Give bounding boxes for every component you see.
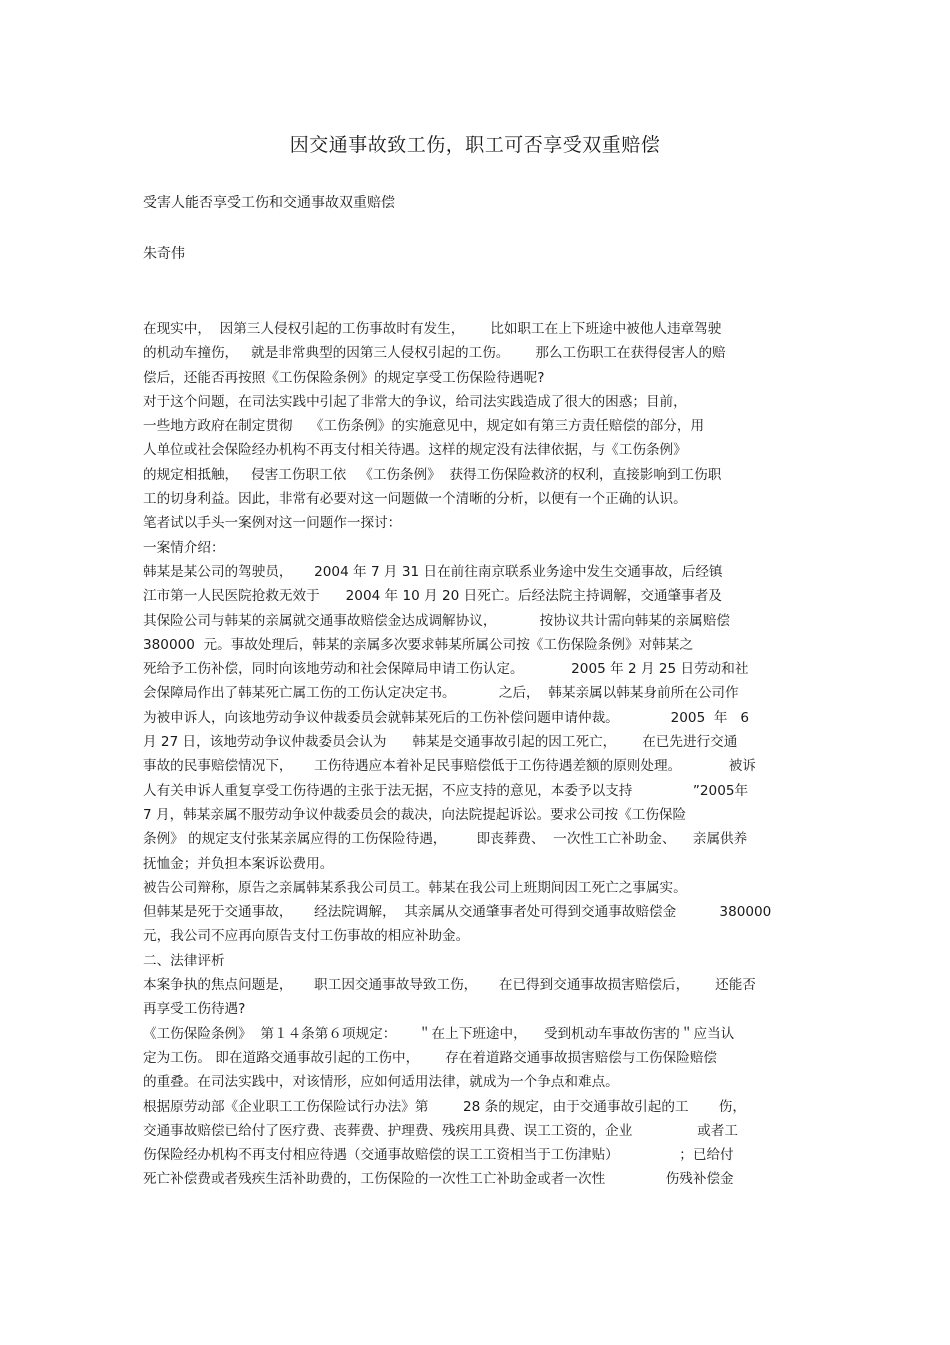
body-line: 的规定相抵触， 侵害工伤职工依 《工伤条例》 获得工伤保险救济的权利，直接影响到工伤职 (143, 466, 722, 483)
body-line: 江市第一人民医院抢救无效于 2004 年 10 月 20 日死亡。后经法院主持调解，交通肇事者及 (143, 588, 722, 605)
body-line: 人有关申诉人重复享受工伤待遇的主张于法无据，不应支持的意见，本委予以支持 ”2005年 (143, 782, 749, 799)
body-line: 380000 元。事故处理后，韩某的亲属多次要求韩某所属公司按《工伤保险条例》对韩某之 (143, 636, 693, 653)
document-body (143, 317, 811, 1192)
body-line: 月 27 日，该地劳动争议仲裁委员会认为 韩某是交通事故引起的因工死亡， 在已先进行交通 (143, 734, 738, 751)
body-line: 抚恤金；并负担本案诉讼费用。 (143, 855, 334, 872)
body-line: 人单位或社会保险经办机构不再支付相关待遇。这样的规定没有法律依据，与《工伤条例》 (143, 442, 687, 459)
document-title: 因交通事故致工伤，职工可否享受双重赔偿 (289, 134, 661, 156)
body-line: 一些地方政府在制定贯彻 《工伤条例》的实施意见中，规定如有第三方责任赔偿的部分，用 (143, 418, 705, 435)
body-line: 定为工伤。 即在道路交通事故引起的工伤中， 存在着道路交通事故损害赔偿与工伤保险赔偿 (143, 1049, 717, 1066)
body-line: 为被申诉人，向该地劳动争议仲裁委员会就韩某死后的工伤补偿问题申请仲裁。 2005 年 6 (143, 709, 750, 726)
body-line: 再享受工伤待遇? (143, 1001, 246, 1018)
body-line: 伤保险经办机构不再支付相应待遇（交通事故赔偿的误工工资相当于工伤津贴） ；已给付 (143, 1147, 734, 1164)
body-line: 在现实中， 因第三人侵权引起的工伤事故时有发生， 比如职工在上下班途中被他人违章驾驶 (143, 321, 722, 337)
body-line: 其保险公司与韩某的亲属就交通事故赔偿金达成调解协议， 按协议共计需向韩某的亲属赔偿 (143, 612, 730, 629)
body-line: 本案争执的焦点问题是， 职工因交通事故导致工伤， 在已得到交通事故损害赔偿后， 还能否 (143, 977, 756, 994)
body-line: 条例》 的规定支付张某亲属应得的工伤保险待遇， 即丧葬费、 一次性工亡补助金、 亲属供养 (143, 831, 748, 848)
body-line: 死给予工伤补偿，同时向该地劳动和社会保障局申请工伤认定。 2005 年 2 月 25 日劳动和社 (143, 661, 749, 678)
body-line: 会保障局作出了韩某死亡属工伤的工伤认定决定书。 之后， 韩某亲属以韩某身前所在公司作 (143, 685, 739, 702)
body-line: 但韩某是死于交通事故， 经法院调解， 其亲属从交通肇事者处可得到交通事故赔偿金 380000 (143, 904, 772, 921)
body-line: 的机动车撞伤， 就是非常典型的因第三人侵权引起的工伤。 那么工伤职工在获得侵害人的赔 (143, 345, 726, 362)
document-author: 朱奇伟 (143, 246, 185, 262)
body-line: 一案情介绍： (143, 539, 225, 556)
body-line: 事故的民事赔偿情况下， 工伤待遇应本着补足民事赔偿低于工伤待遇差额的原则处理。 被诉 (143, 758, 756, 775)
body-line: 《工伤保险条例》 第１４条第６项规定： ＂在上下班途中， 受到机动车事故伤害的＂应当认 (143, 1025, 735, 1042)
body-line: 工的切身利益。因此，非常有必要对这一问题做一个清晰的分析，以便有一个正确的认识。 (143, 491, 687, 508)
body-line: 被告公司辩称，原告之亲属韩某系我公司员工。韩某在我公司上班期间因工死亡之事属实。 (143, 879, 687, 896)
body-line: 根据原劳动部《企业职工工伤保险试行办法》第 28 条的规定，由于交通事故引起的工 伤， (143, 1098, 746, 1115)
body-line: 7 月，韩某亲属不服劳动争议仲裁委员会的裁决，向法院提起诉讼。要求公司按《工伤保险 (143, 806, 687, 823)
body-line: 对于这个问题，在司法实践中引起了非常大的争议，给司法实践造成了很大的困惑；目前， (143, 393, 687, 410)
body-line: 偿后，还能否再按照《工伤保险条例》的规定享受工伤保险待遇呢? (143, 369, 545, 386)
body-line: 交通事故赔偿已给付了医疗费、丧葬费、护理费、残疾用具费、误工工资的，企业 或者工 (143, 1122, 738, 1139)
body-line: 二、法律评析 (143, 952, 225, 969)
body-line: 韩某是某公司的驾驶员， 2004 年 7 月 31 日在前往南京联系业务途中发生交通事故，后经镇 (143, 563, 723, 580)
document-subtitle: 受害人能否享受工伤和交通事故双重赔偿 (143, 195, 395, 211)
body-line: 笔者试以手头一案例对这一问题作一探讨： (143, 515, 402, 532)
body-line: 元，我公司不应再向原告支付工伤事故的相应补助金。 (143, 928, 470, 945)
body-line: 的重叠。在司法实践中，对该情形，应如何适用法律，就成为一个争点和难点。 (143, 1074, 619, 1091)
body-line: 死亡补偿费或者残疾生活补助费的，工伤保险的一次性工亡补助金或者一次性 伤残补偿金 (143, 1171, 734, 1188)
